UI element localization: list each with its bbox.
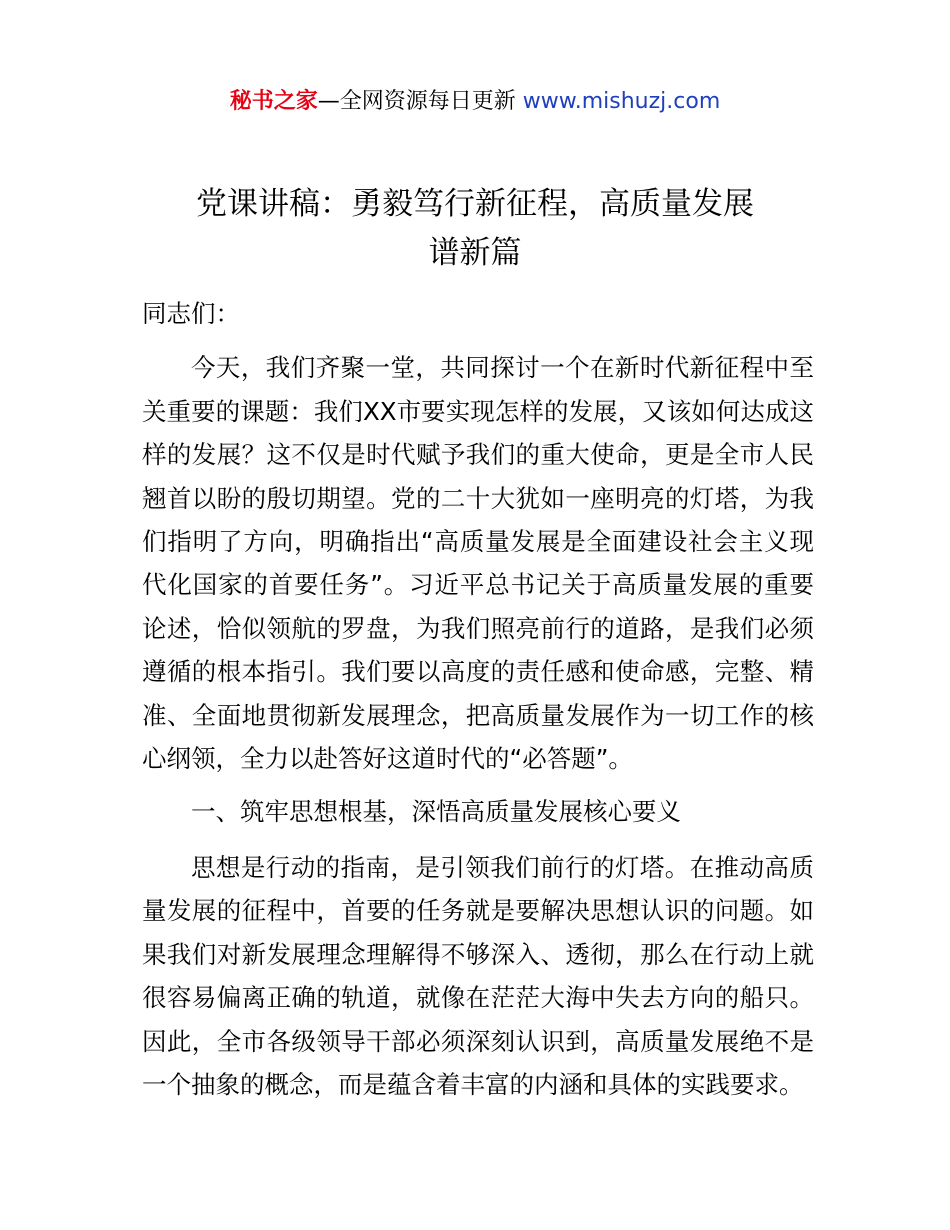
site-tagline: —全网资源每日更新 bbox=[317, 89, 523, 114]
document-title bbox=[100, 180, 850, 278]
document-title-line-2: 谱新篇 bbox=[428, 235, 522, 271]
document-title-line-1: 党课讲稿：勇毅笃行新征程，高质量发展 bbox=[196, 186, 754, 222]
site-brand: 秘书之家 bbox=[229, 89, 318, 114]
section-heading: 一、筑牢思想根基，深悟高质量发展核心要义 bbox=[191, 797, 681, 827]
body-paragraph: 思想是行动的指南，是引领我们前行的灯塔。在推动高质量发展的征程中，首要的任务就是要解决思想认识的问题。如果我们对新发展理念理解得不够深入、透彻，那么在行动上就很容易偏离正确的轨道，就像在茫茫大海中失去方向的船只。因此，全市各级领导干部必须深刻认识到，高质量发展绝不是一个抽象的概念，而是蕴含着丰富的内涵和具体的实践要求。 bbox=[142, 852, 814, 1099]
intro-paragraph: 今天，我们齐聚一堂，共同探讨一个在新时代新征程中至关重要的课题：我们XX市要实现怎样的发展，又该如何达成这样的发展？这不仅是时代赋予我们的重大使命，更是全市人民翘首以盼的殷切期望。党的二十大犹如一座明亮的灯塔，为我们指明了方向，明确指出“高质量发展是全面建设社会主义现代化国家的首要任务”。习近平总书记关于高质量发展的重要论述，恰似领航的罗盘，为我们照亮前行的道路，是我们必须遵循的根本指引。我们要以高度的责任感和使命感，完整、精准、全面地贯彻新发展理念，把高质量发展作为一切工作的核心纲领，全力以赴答好这道时代的“必答题”。 bbox=[142, 353, 814, 774]
greeting: 同志们： bbox=[142, 299, 240, 328]
site-header bbox=[0, 86, 950, 118]
site-url-link[interactable]: www.mishuzj.com bbox=[522, 89, 721, 114]
document-body bbox=[142, 292, 814, 1116]
